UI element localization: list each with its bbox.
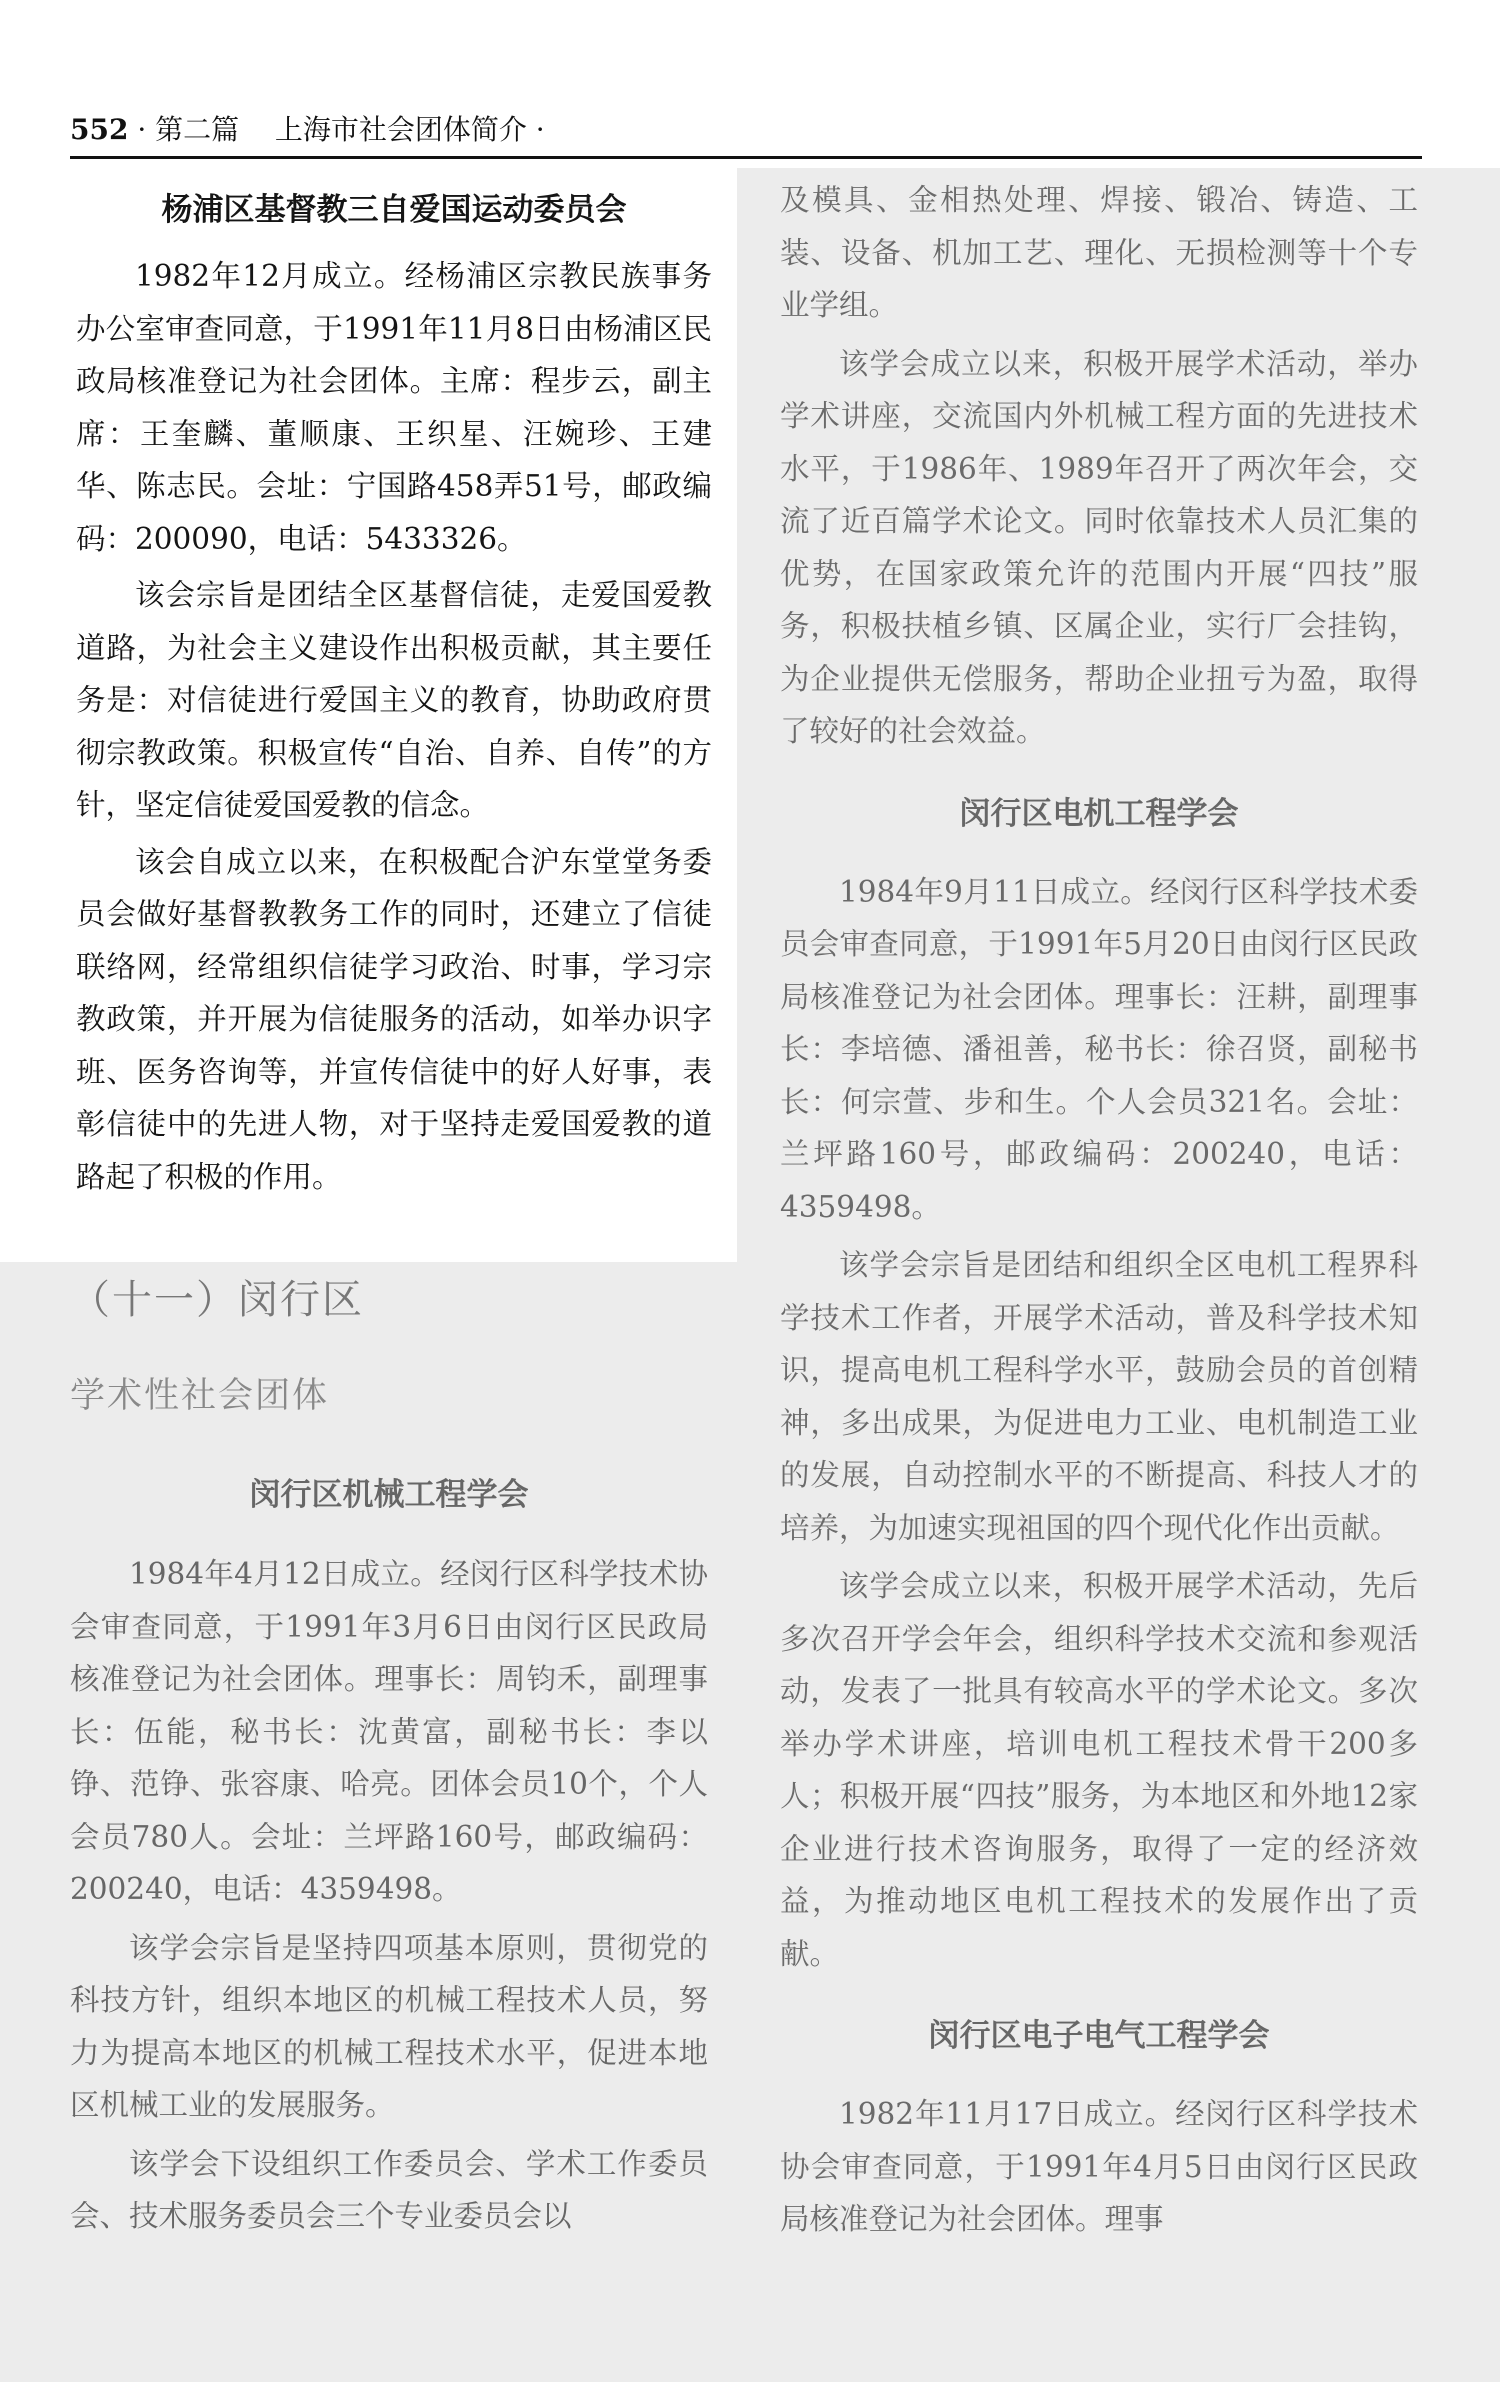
paragraph-continuation: 及模具、金相热处理、焊接、锻冶、铸造、工装、设备、机加工艺、理化、无损检测等十个专业学组。 [780,183,1418,322]
article-title: 闵行区机械工程学会 [249,1477,529,1513]
header-gap [248,113,266,146]
paragraph: 该学会成立以来，积极开展学术活动，举办学术讲座，交流国内外机械工程方面的先进技术水平，于1986年、1989年召开了两次年会，交流了近百篇学术论文。同时依靠技术人员汇集的优势，在国家政策允许的范围内开展“四技”服务，积极扶植乡镇、区属企业，实行厂会挂钩，为企业提供无偿服务，帮助企业扭亏为盈，取得了较好的社会效益。 [780,346,1418,748]
header-dot-end: · [535,113,545,146]
section-minhang [70,1268,708,2243]
right-column [780,174,1418,2246]
section-label: 上海市社会团体简介 [274,113,527,146]
paragraph: 该会自成立以来，在积极配合沪东堂堂务委员会做好基督教教务工作的同时，还建立了信徒联络网，经常组织信徒学习政治、时事，学习宗教政策，并开展为信徒服务的活动，如举办识字班、医务咨询等，并宣传信徒中的好人好事，表彰信徒中的先进人物，对于坚持走爱国爱教的道路起了积极的作用。 [76,844,712,1194]
header-dot: · [137,113,156,146]
paragraph: 该学会宗旨是团结和组织全区电机工程界科学技术工作者，开展学术活动，普及科学技术知识，提高电机工程科学水平，鼓励会员的首创精神，多出成果，为促进电力工业、电机制造工业的发展，自动控制水平的不断提高、科技人才的培养，为加速实现祖国的四个现代化作出贡献。 [780,1248,1418,1545]
paragraph: 1984年4月12日成立。经闵行区科学技术协会审查同意，于1991年3月6日由闵行区民政局核准登记为社会团体。理事长：周钧禾，副理事长：伍能，秘书长：沈黄富，副秘书长：李以铮、范铮、张容康、哈亮。团体会员10个，个人会员780人。会址：兰坪路160号，邮政编码：200240，电话：4359498。 [70,1557,708,1906]
article-title: 杨浦区基督教三自爱国运动委员会 [161,192,627,228]
section-title: （十一）闵行区 [70,1277,364,1323]
paragraph: 该学会下设组织工作委员会、学术工作委员会、技术服务委员会三个专业委员会以 [70,2146,708,2233]
paragraph: 1982年12月成立。经杨浦区宗教民族事务办公室审查同意，于1991年11月8日由杨浦区民政局核准登记为社会团体。主席：程步云，副主席：王奎麟、董顺康、王织星、汪婉珍、王建华、陈志民。会址：宁国路458弄51号，邮政编码：200090，电话：5433326。 [76,259,712,556]
article-title: 闵行区电子电气工程学会 [928,2018,1270,2054]
header-rule [70,156,1422,159]
subsection-title: 学术性社会团体 [70,1376,330,1416]
paragraph: 1982年11月17日成立。经闵行区科学技术协会审查同意，于1991年4月5日由闵行区民政局核准登记为社会团体。理事 [780,2097,1418,2236]
paragraph: 该学会成立以来，积极开展学术活动，先后多次召开学会年会，组织科学技术交流和参观活动，发表了一批具有较高水平的学术论文。多次举办学术讲座，培训电机工程技术骨干200多人；积极开展“四技”服务，为本地区和外地12家企业进行技术咨询服务，取得了一定的经济效益，为推动地区电机工程技术的发展作出了贡献。 [780,1569,1418,1971]
page-number: 552 [70,113,129,146]
part-label: 第二篇 [155,113,240,146]
article-yangpu-christian [76,178,712,1203]
paragraph: 该会宗旨是团结全区基督信徒，走爱国爱教道路，为社会主义建设作出积极贡献，其主要任务是：对信徒进行爱国主义的教育，协助政府贯彻宗教政策。积极宣传“自治、自养、自传”的方针，坚定信徒爱国爱教的信念。 [76,578,712,822]
article-title: 闵行区电机工程学会 [959,795,1239,832]
paragraph: 1984年9月11日成立。经闵行区科学技术委员会审查同意，于1991年5月20日由闵行区民政局核准登记为社会团体。理事长：汪耕，副理事长：李培德、潘祖善，秘书长：徐召贤，副秘书长：何宗萱、步和生。个人会员321名。会址：兰坪路160号，邮政编码：200240，电话：4359498。 [780,874,1418,1224]
paragraph: 该学会宗旨是坚持四项基本原则，贯彻党的科技方针，组织本地区的机械工程技术人员，努力为提高本地区的机械工程技术水平，促进本地区机械工业的发展服务。 [70,1930,708,2122]
page-header [70,108,1420,152]
